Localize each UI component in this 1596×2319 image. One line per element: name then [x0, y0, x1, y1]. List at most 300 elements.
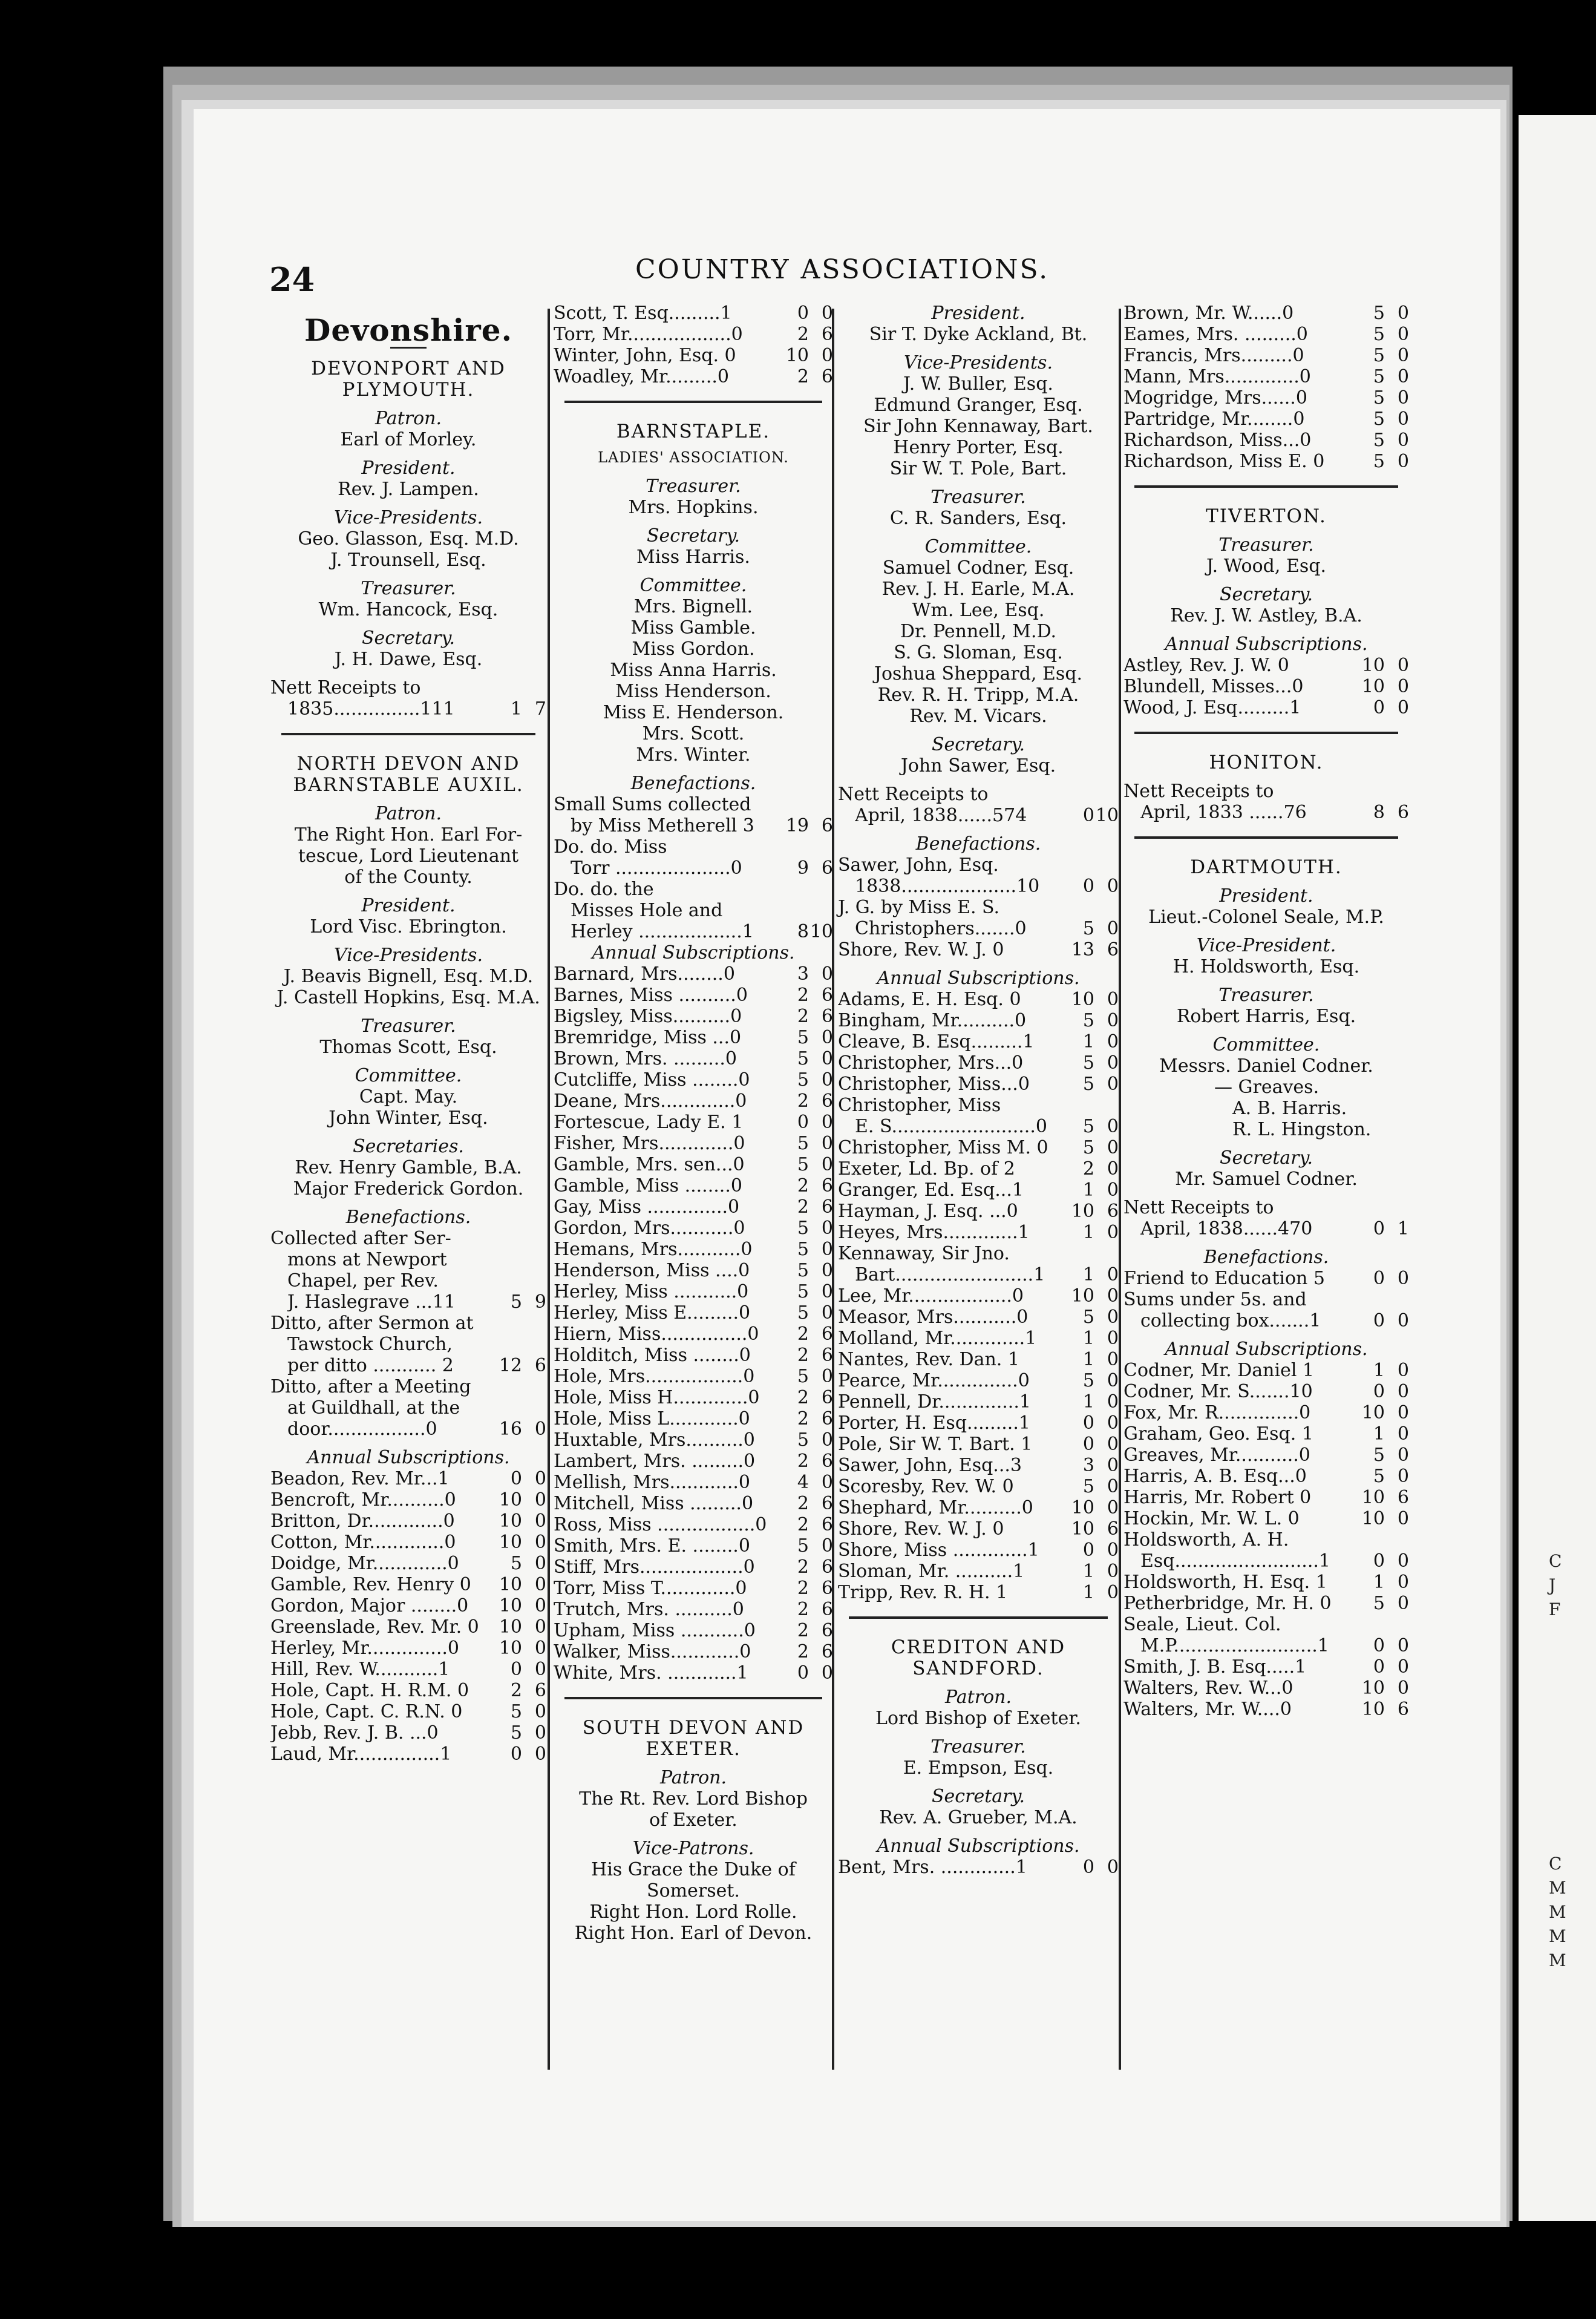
list-item: Rev. M. Vicars. [909, 706, 1047, 727]
subscriber-name: Bent, Mrs. .............1 [838, 1857, 1027, 1878]
pence: 0 [1397, 697, 1409, 718]
section-title [838, 1637, 1119, 1679]
shillings: 0 [797, 1662, 809, 1684]
pence: 0 [1107, 1285, 1119, 1307]
table-row [270, 1510, 546, 1532]
subscriber-name: Scoresby, Rev. W. 0 [838, 1476, 1014, 1497]
table-row [554, 1662, 833, 1684]
treasurer-heading: Treasurer. [930, 487, 1026, 508]
shillings: 0 [1082, 1857, 1094, 1878]
table-row [1123, 697, 1409, 718]
subscriber-name: Barnard, Mrs........0 [554, 963, 735, 985]
pence: 6 [821, 1599, 833, 1620]
title-line: BARNSTABLE AUXIL. [293, 774, 524, 796]
pence: 0 [1107, 1137, 1119, 1158]
benefaction-amount: Torr ....................0 [571, 858, 742, 879]
subscriber-name: Hole, Mrs.................0 [554, 1366, 755, 1387]
title-line: CREDITON AND [891, 1636, 1066, 1658]
shillings: 0 [510, 1743, 522, 1765]
shillings: 5 [1373, 451, 1385, 472]
table-row [1123, 408, 1409, 430]
benefaction-line: Ditto, after a Meeting [270, 1376, 471, 1397]
shillings: 1 [1082, 1349, 1094, 1370]
subscriber-name: Torr, Miss T.............0 [554, 1578, 747, 1599]
shillings: 5 [797, 1366, 809, 1387]
list-item: Miss Anna Harris. [610, 660, 777, 681]
benefaction-amount: by Miss Metherell 3 [571, 815, 754, 836]
pence: 0 [821, 1281, 833, 1302]
treasurer: E. Empson, Esq. [903, 1757, 1054, 1779]
table-row [1123, 1445, 1409, 1466]
shillings: 9 [797, 858, 809, 879]
patron-heading: Patron. [374, 803, 442, 824]
shillings: 2 [797, 1451, 809, 1472]
table-row [554, 1599, 833, 1620]
section-title [270, 753, 546, 796]
table-row [838, 1857, 1119, 1878]
benefaction [1123, 1268, 1409, 1289]
pence: 0 [534, 1659, 546, 1680]
pence: 6 [821, 1514, 833, 1535]
shillings: 5 [1373, 1445, 1385, 1466]
shillings: 10 [499, 1595, 522, 1616]
pence: 0 [1397, 1310, 1409, 1331]
shillings: 5 [510, 1291, 522, 1313]
subscriber-name: Holditch, Miss ........0 [554, 1345, 751, 1366]
pence: 6 [821, 1408, 833, 1429]
table-row [554, 1091, 833, 1112]
column-4 [1123, 303, 1409, 1720]
shillings: 1 [1082, 1264, 1094, 1285]
benefaction-line: Collected after Ser- [270, 1228, 451, 1249]
subscriber-name: Shephard, Mr..........0 [838, 1497, 1033, 1518]
pence: 0 [534, 1489, 546, 1510]
table-row [838, 1095, 1119, 1116]
subscriber-name: Bingham, Mr..........0 [838, 1010, 1027, 1031]
shillings: 0 [1373, 1218, 1385, 1239]
shillings: 10 [499, 1638, 522, 1659]
president-heading: President. [1219, 885, 1313, 907]
table-row [554, 1366, 833, 1387]
divider [281, 733, 535, 735]
subscriber-name: Ross, Miss .................0 [554, 1514, 767, 1535]
table-row [1123, 1572, 1409, 1593]
subscriber-name: Esq.........................1 [1140, 1550, 1330, 1572]
pence: 0 [1397, 345, 1409, 366]
subscriber-name: Kennaway, Sir Jno. [838, 1243, 1010, 1264]
shillings: 5 [510, 1553, 522, 1574]
table-row [838, 1497, 1119, 1518]
pence: 0 [1107, 1561, 1119, 1582]
shillings: 5 [1373, 1466, 1385, 1487]
pence: 0 [1397, 324, 1409, 345]
shillings: 0 [1373, 1550, 1385, 1572]
section-title: DARTMOUTH. [1190, 856, 1343, 878]
table-row [838, 1540, 1119, 1561]
list-item: J. W. Buller, Esq. [903, 373, 1053, 395]
shillings: 2 [797, 1556, 809, 1578]
subscriber-name: Torr, Mr..................0 [554, 324, 743, 345]
benefaction-line: Do. do. Miss [554, 836, 667, 858]
pence: 0 [821, 1218, 833, 1239]
secretary-heading: Secretary. [1220, 584, 1313, 605]
subscriber-name: Hockin, Mr. W. L. 0 [1123, 1508, 1300, 1529]
subscriber-name: Mann, Mrs.............0 [1123, 366, 1311, 387]
nett-label: Nett Receipts to [1123, 781, 1274, 802]
edge-letter: M [1549, 1926, 1566, 1946]
subscriber-name: Upham, Miss ...........0 [554, 1620, 756, 1641]
shillings: 2 [797, 1493, 809, 1514]
shillings: 0 [1373, 1310, 1385, 1331]
shillings: 5 [797, 1239, 809, 1260]
subscriber-name: Mogridge, Mrs......0 [1123, 387, 1307, 408]
pence: 6 [821, 1493, 833, 1514]
benefaction-line: at Guildhall, at the [287, 1397, 460, 1419]
shillings: 5 [1373, 1593, 1385, 1614]
table-row [270, 1355, 546, 1376]
pence: 0 [1397, 408, 1409, 430]
pence: 0 [534, 1532, 546, 1553]
subscriber-name: Adams, E. H. Esq. 0 [838, 989, 1021, 1010]
list-item: S. G. Sloman, Esq. [894, 642, 1063, 663]
subscriber-name: Hiern, Miss...............0 [554, 1324, 759, 1345]
committee-member: A. B. Harris. [1232, 1098, 1347, 1119]
divider [849, 1616, 1108, 1619]
subscriber-name: Britton, Dr.............0 [270, 1510, 455, 1532]
column-2 [554, 303, 833, 1944]
edge-letter: M [1549, 1902, 1566, 1922]
subscriber-name: Holdsworth, A. H. [1123, 1529, 1289, 1550]
shillings: 10 [1361, 1402, 1385, 1423]
table-row [838, 1052, 1119, 1074]
treasurer-heading: Treasurer. [361, 1015, 456, 1037]
edge-letter: F [1549, 1599, 1561, 1619]
table-row [554, 1006, 833, 1027]
shillings: 3 [1082, 1455, 1094, 1476]
shillings: 2 [797, 985, 809, 1006]
pence: 0 [1107, 1307, 1119, 1328]
benefaction-amount: Christophers.......0 [855, 918, 1027, 939]
table-row [838, 1561, 1119, 1582]
table-row [554, 1451, 833, 1472]
table-row [838, 1518, 1119, 1540]
committee-member: John Winter, Esq. [329, 1107, 488, 1129]
list-item: Samuel Codner, Esq. [882, 557, 1074, 579]
pence: 6 [821, 1345, 833, 1366]
subscriber-name: Pole, Sir W. T. Bart. 1 [838, 1434, 1033, 1455]
section-title: HONITON. [1209, 752, 1324, 773]
pence: 0 [1107, 1857, 1119, 1878]
pence: 0 [821, 1154, 833, 1175]
subscriber-name: Tripp, Rev. R. H. 1 [838, 1582, 1008, 1603]
pence: 0 [1107, 918, 1119, 939]
pence: 0 [1107, 1010, 1119, 1031]
subscriber-name: Eames, Mrs. .........0 [1123, 324, 1308, 345]
table-row [838, 1222, 1119, 1243]
table-row [838, 1455, 1119, 1476]
pence: 0 [1397, 1635, 1409, 1656]
pence: 7 [534, 698, 546, 720]
table-row [554, 1260, 833, 1281]
pence: 6 [1397, 802, 1409, 823]
table-row [1123, 655, 1409, 676]
shillings: 16 [499, 1419, 522, 1440]
table-row [554, 1556, 833, 1578]
subscriber-name: Cotton, Mr.............0 [270, 1532, 456, 1553]
table-row [554, 1578, 833, 1599]
shillings: 5 [797, 1429, 809, 1451]
table-row [1123, 1268, 1409, 1289]
subscriber-name: Hemans, Mrs...........0 [554, 1239, 753, 1260]
vice-president: J. Beavis Bignell, Esq. M.D. [283, 966, 534, 987]
vice-president: H. Holdsworth, Esq. [1172, 956, 1360, 977]
benefaction [270, 1228, 546, 1313]
subscriber-name: Brown, Mrs. .........0 [554, 1048, 737, 1069]
shillings: 5 [797, 1154, 809, 1175]
pence: 0 [1397, 303, 1409, 324]
table-row [554, 1408, 833, 1429]
benefactions-list [270, 1228, 546, 1440]
divider [564, 401, 822, 403]
subscriber-name: Holdsworth, H. Esq. 1 [1123, 1572, 1327, 1593]
list-item: Dr. Pennell, M.D. [900, 621, 1057, 642]
table-row [838, 1116, 1119, 1137]
benefaction-amount: Friend to Education 5 [1123, 1268, 1325, 1289]
subscriber-name: Blundell, Misses...0 [1123, 676, 1304, 697]
pence: 0 [1107, 1116, 1119, 1137]
annual-subscriptions-heading: Annual Subscriptions. [1165, 1339, 1368, 1360]
divider [1134, 732, 1398, 734]
pence: 6 [821, 1451, 833, 1472]
vice-president: J. Castell Hopkins, Esq. M.A. [276, 987, 540, 1008]
pence: 0 [1107, 1412, 1119, 1434]
subscription-list [554, 963, 833, 1684]
subscriber-name: Exeter, Ld. Bp. of 2 [838, 1158, 1015, 1179]
subscriber-name: Gamble, Miss ........0 [554, 1175, 742, 1196]
table-row [554, 1302, 833, 1324]
table-row [270, 1532, 546, 1553]
table-row [838, 1328, 1119, 1349]
treasurer-heading: Treasurer. [361, 578, 456, 599]
subscriber-name: Gay, Miss ..............0 [554, 1196, 740, 1218]
edge-letter: J [1549, 1575, 1556, 1595]
pence: 0 [1397, 1656, 1409, 1678]
table-row [270, 1574, 546, 1595]
pence: 0 [821, 1535, 833, 1556]
subscriber-name: Herley, Mr..............0 [270, 1638, 459, 1659]
table-row [838, 1412, 1119, 1434]
subscriber-name: Smith, Mrs. E. ........0 [554, 1535, 750, 1556]
benefaction [838, 897, 1119, 939]
shillings: 10 [499, 1616, 522, 1638]
shillings: 1 [1082, 1561, 1094, 1582]
annual-subscriptions-heading: Annual Subscriptions. [1165, 634, 1368, 655]
patron-heading: Patron. [374, 408, 442, 429]
committee-member: Messrs. Daniel Codner. [1159, 1055, 1373, 1077]
shillings: 3 [797, 963, 809, 985]
table-row [1123, 1360, 1409, 1381]
patron-heading: Patron. [944, 1687, 1012, 1708]
table-row [838, 1137, 1119, 1158]
shillings: 12 [499, 1355, 522, 1376]
pence: 6 [821, 1091, 833, 1112]
shillings: 1 [1373, 1360, 1385, 1381]
pence: 0 [821, 1302, 833, 1324]
table-row [554, 1154, 833, 1175]
table-row [838, 1074, 1119, 1095]
subscriber-name: Porter, H. Esq.........1 [838, 1412, 1030, 1434]
shillings: 10 [1361, 1699, 1385, 1720]
pence: 0 [821, 1662, 833, 1684]
vice-presidents-heading: Vice-Presidents. [334, 945, 483, 966]
table-row [1123, 366, 1409, 387]
committee-heading: Committee. [639, 575, 747, 596]
table-row [1123, 1529, 1409, 1550]
shillings: 2 [797, 324, 809, 345]
shillings: 0 [510, 1468, 522, 1489]
pence: 0 [1107, 1370, 1119, 1391]
subscriber-name: Measor, Mrs...........0 [838, 1307, 1029, 1328]
president-heading: President. [931, 303, 1025, 324]
table-row [554, 345, 833, 366]
table-row [838, 1476, 1119, 1497]
table-row [554, 1429, 833, 1451]
shillings: 10 [499, 1510, 522, 1532]
title-line: PLYMOUTH. [342, 379, 475, 401]
subscriber-name: Francis, Mrs.........0 [1123, 345, 1304, 366]
shillings: 10 [1071, 989, 1094, 1010]
pence: 9 [534, 1291, 546, 1313]
list-item: Mrs. Scott. [642, 723, 745, 744]
pence: 0 [534, 1510, 546, 1532]
benefaction [838, 939, 1119, 960]
shillings: 10 [1361, 1678, 1385, 1699]
table-row [554, 1218, 833, 1239]
shillings: 8 [797, 921, 809, 942]
table-row [554, 1112, 833, 1133]
subscriber-name: Wood, J. Esq.........1 [1123, 697, 1301, 718]
annual-subscriptions-heading: Annual Subscriptions. [877, 968, 1080, 989]
shillings: 1 [1082, 1582, 1094, 1603]
pence: 0 [1397, 1381, 1409, 1402]
nett-receipts [1123, 781, 1409, 823]
pence: 6 [821, 1578, 833, 1599]
subscriber-name: Hole, Capt. H. R.M. 0 [270, 1680, 469, 1701]
subscriber-name: Lambert, Mrs. .........0 [554, 1451, 756, 1472]
pence: 0 [1397, 1678, 1409, 1699]
vice-president: J. Trounsell, Esq. [330, 549, 486, 571]
shillings: 2 [797, 1091, 809, 1112]
pence: 6 [821, 366, 833, 387]
shillings: 5 [1082, 1010, 1094, 1031]
subscriber-name: Fox, Mr. R..............0 [1123, 1402, 1311, 1423]
pence: 0 [534, 1595, 546, 1616]
table-row [838, 1582, 1119, 1603]
pence: 0 [1397, 1445, 1409, 1466]
vice-patron: Somerset. [647, 1880, 740, 1901]
president: Rev. J. Lampen. [338, 479, 479, 500]
committee-heading: Committee. [1212, 1034, 1320, 1055]
benefactions-heading: Benefactions. [1203, 1247, 1329, 1268]
table-row [270, 1743, 546, 1765]
benefaction-amount: 1838....................10 [855, 876, 1040, 897]
nett-amount: April, 1838......470 [1140, 1218, 1313, 1239]
subscriber-name: Stiff, Mrs..................0 [554, 1556, 755, 1578]
title-line: SANDFORD. [912, 1658, 1044, 1679]
subscriber-name: Astley, Rev. J. W. 0 [1123, 655, 1289, 676]
benefaction-line: Sawer, John, Esq. [838, 854, 999, 876]
pence: 1 [1397, 1218, 1409, 1239]
table-row [554, 1196, 833, 1218]
table-row [838, 1201, 1119, 1222]
nett-label: Nett Receipts to [838, 784, 989, 805]
benefaction [554, 794, 833, 942]
table-row [838, 1391, 1119, 1412]
subscriber-name: Shore, Miss .............1 [838, 1540, 1039, 1561]
shillings: 5 [797, 1535, 809, 1556]
subscriber-name: Laud, Mr...............1 [270, 1743, 452, 1765]
shillings: 5 [1082, 1370, 1094, 1391]
committee-heading: Committee. [355, 1065, 462, 1086]
pence: 6 [821, 324, 833, 345]
shillings: 2 [797, 1578, 809, 1599]
pence: 0 [1107, 1328, 1119, 1349]
shillings: 5 [1082, 1116, 1094, 1137]
table-row [554, 1048, 833, 1069]
pence: 6 [534, 1355, 546, 1376]
subscriber-name: Harris, A. B. Esq...0 [1123, 1466, 1307, 1487]
subscriber-name: Hill, Rev. W...........1 [270, 1659, 450, 1680]
pence: 0 [1397, 1550, 1409, 1572]
pence: 6 [821, 1620, 833, 1641]
subscriber-name: Henderson, Miss ....0 [554, 1260, 750, 1281]
table-row [838, 1307, 1119, 1328]
shillings: 5 [1373, 345, 1385, 366]
pence: 10 [809, 921, 833, 942]
pence: 0 [821, 1112, 833, 1133]
table-row [554, 1620, 833, 1641]
table-row [1123, 1656, 1409, 1678]
subscriber-name: E. S.........................0 [855, 1116, 1047, 1137]
subscriber-name: Christopher, Mrs...0 [838, 1052, 1024, 1074]
president: Lord Visc. Ebrington. [310, 916, 507, 937]
table-row [554, 1387, 833, 1408]
section-subtitle: LADIES' ASSOCIATION. [598, 449, 789, 466]
table-row [838, 1264, 1119, 1285]
list-item: Edmund Granger, Esq. [874, 395, 1083, 416]
secretary-heading: Secretary. [1220, 1147, 1313, 1169]
table-row [554, 1324, 833, 1345]
annual-subscriptions-heading: Annual Subscriptions. [307, 1447, 510, 1468]
table-row [270, 1595, 546, 1616]
shillings: 2 [797, 1514, 809, 1535]
pence: 0 [1397, 1360, 1409, 1381]
subscriber-name: Gordon, Major ........0 [270, 1595, 469, 1616]
pence: 0 [821, 303, 833, 324]
subscriber-name: Winter, John, Esq. 0 [554, 345, 736, 366]
subscriber-name: Fisher, Mrs.............0 [554, 1133, 745, 1154]
shillings: 5 [1373, 324, 1385, 345]
table-row [270, 1419, 546, 1440]
patron-line: tescue, Lord Lieutenant [298, 845, 519, 867]
nett-receipts [270, 677, 546, 720]
committee-list [554, 596, 833, 766]
shillings: 5 [1373, 366, 1385, 387]
secretary: J. H. Dawe, Esq. [334, 649, 483, 670]
table-row [270, 1722, 546, 1743]
shillings: 1 [510, 698, 522, 720]
pence: 0 [1107, 1455, 1119, 1476]
